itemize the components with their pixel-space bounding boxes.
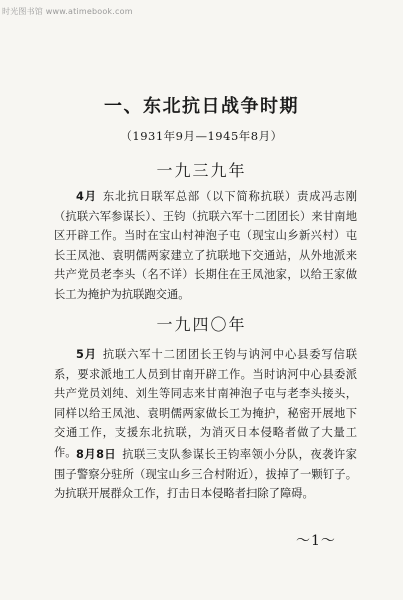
entry-1939-april xyxy=(54,187,357,304)
entry-text: 抗联六军十二团团长王钧与讷河中心县委写信联系，要求派地工人员到甘南开辟工作。当时讷河中心县委派共产党员刘纯、刘生等同志来甘南神泡子屯与老李头接头，同样以给王凤池、袁明儒两家做长工为掩护，秘密开展地下交通工作，支援东北抗联，为消灭日本侵略者做了大量工作。 xyxy=(54,348,357,459)
entry-text: 抗联三支队参谋长王钧率领小分队，夜袭许家围子警察分驻所（现宝山乡三合村附近），拔掉了一颗钉子。为抗联开展群众工作，打击日本侵略者扫除了障碍。 xyxy=(54,448,357,500)
section-date-range: （1931年9月—1945年8月） xyxy=(120,129,283,143)
watermark: 时光图书馆 www.atimebook.com xyxy=(2,7,133,16)
entry-date: 5月 xyxy=(76,348,97,361)
entry-date: 4月 xyxy=(76,190,97,203)
section-title: 一、东北抗日战争时期 xyxy=(104,96,299,117)
entry-1940-aug xyxy=(54,445,357,504)
entry-date: 8月8日 xyxy=(76,448,117,461)
year-heading-1939: 一九三九年 xyxy=(156,161,247,180)
page-number: ～1～ xyxy=(296,533,336,549)
year-heading-1940: 一九四〇年 xyxy=(156,315,247,334)
entry-text: 东北抗日联军总部（以下简称抗联）责成冯志刚（抗联六军参谋长）、王钧（抗联六军十二团团长）来甘南地区开辟工作。当时在宝山村神泡子屯（现宝山乡新兴村）屯长王凤池、袁明儒两家建立了抗联地下交通站，从外地派来共产党员老李头（名不详）长期住在王凤池家，以给王家做长工为掩护为抗联跑交通。 xyxy=(54,190,357,301)
